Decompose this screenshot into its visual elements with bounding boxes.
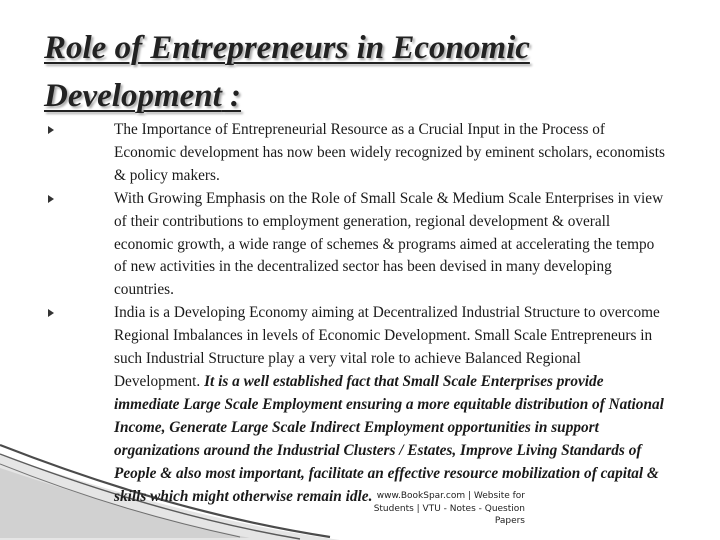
title-line-1: Role of Entrepreneurs in Economic xyxy=(44,30,530,66)
bullet-item xyxy=(48,302,668,508)
watermark-line-1: www.BookSpar.com | Website for xyxy=(376,491,525,501)
arrow-bullet-icon xyxy=(48,309,54,317)
watermark-line-3: Papers xyxy=(494,516,525,526)
bullet-item xyxy=(48,119,668,188)
arrow-bullet-icon xyxy=(48,195,54,203)
bullet-text: The Importance of Entrepreneurial Resource as a Crucial Input in the Process of Economic development has now been widely recognized by eminent scholars, economists & policy makers. xyxy=(114,121,665,184)
slide-title xyxy=(44,24,684,120)
bullet-emphasis-text: It is a well established fact that Small Scale Enterprises provide immediate Large Scale Employment ensuring a more equitable distribution of National Income, Generate Large Scale Indirect Employment opportunities in support organizations around the Industrial Clusters / Estates, Improve Living Standards of People & also most important, facilitate an effective resource mobilization of capital & skills which might otherwise remain idle. xyxy=(114,372,664,505)
bullet-text: India is a Developing Economy aiming at Decentralized Industrial Structure to overcome Regional Imbalances in levels of Economic Development. Small Scale Entrepreneurs in such Industrial Structure play a very vital role to achieve Balanced Regional Development. xyxy=(114,304,660,390)
bullet-item xyxy=(48,188,668,303)
arrow-bullet-icon xyxy=(48,126,54,134)
watermark-line-2: Students | VTU - Notes - Question xyxy=(373,503,525,514)
bullet-text-wrapper xyxy=(72,302,668,508)
bullet-text: With Growing Emphasis on the Role of Small Scale & Medium Scale Enterprises in view of their contributions to employment generation, regional development & overall economic growth, a wide range of schemes & programs aimed at accelerating the tempo of new activities in the decentralized sector has been devised in many developing countries. xyxy=(114,189,664,299)
watermark xyxy=(350,490,525,528)
title-line-2: Development xyxy=(44,78,222,114)
title-colon: : xyxy=(221,78,242,114)
bullet-list xyxy=(48,119,668,508)
